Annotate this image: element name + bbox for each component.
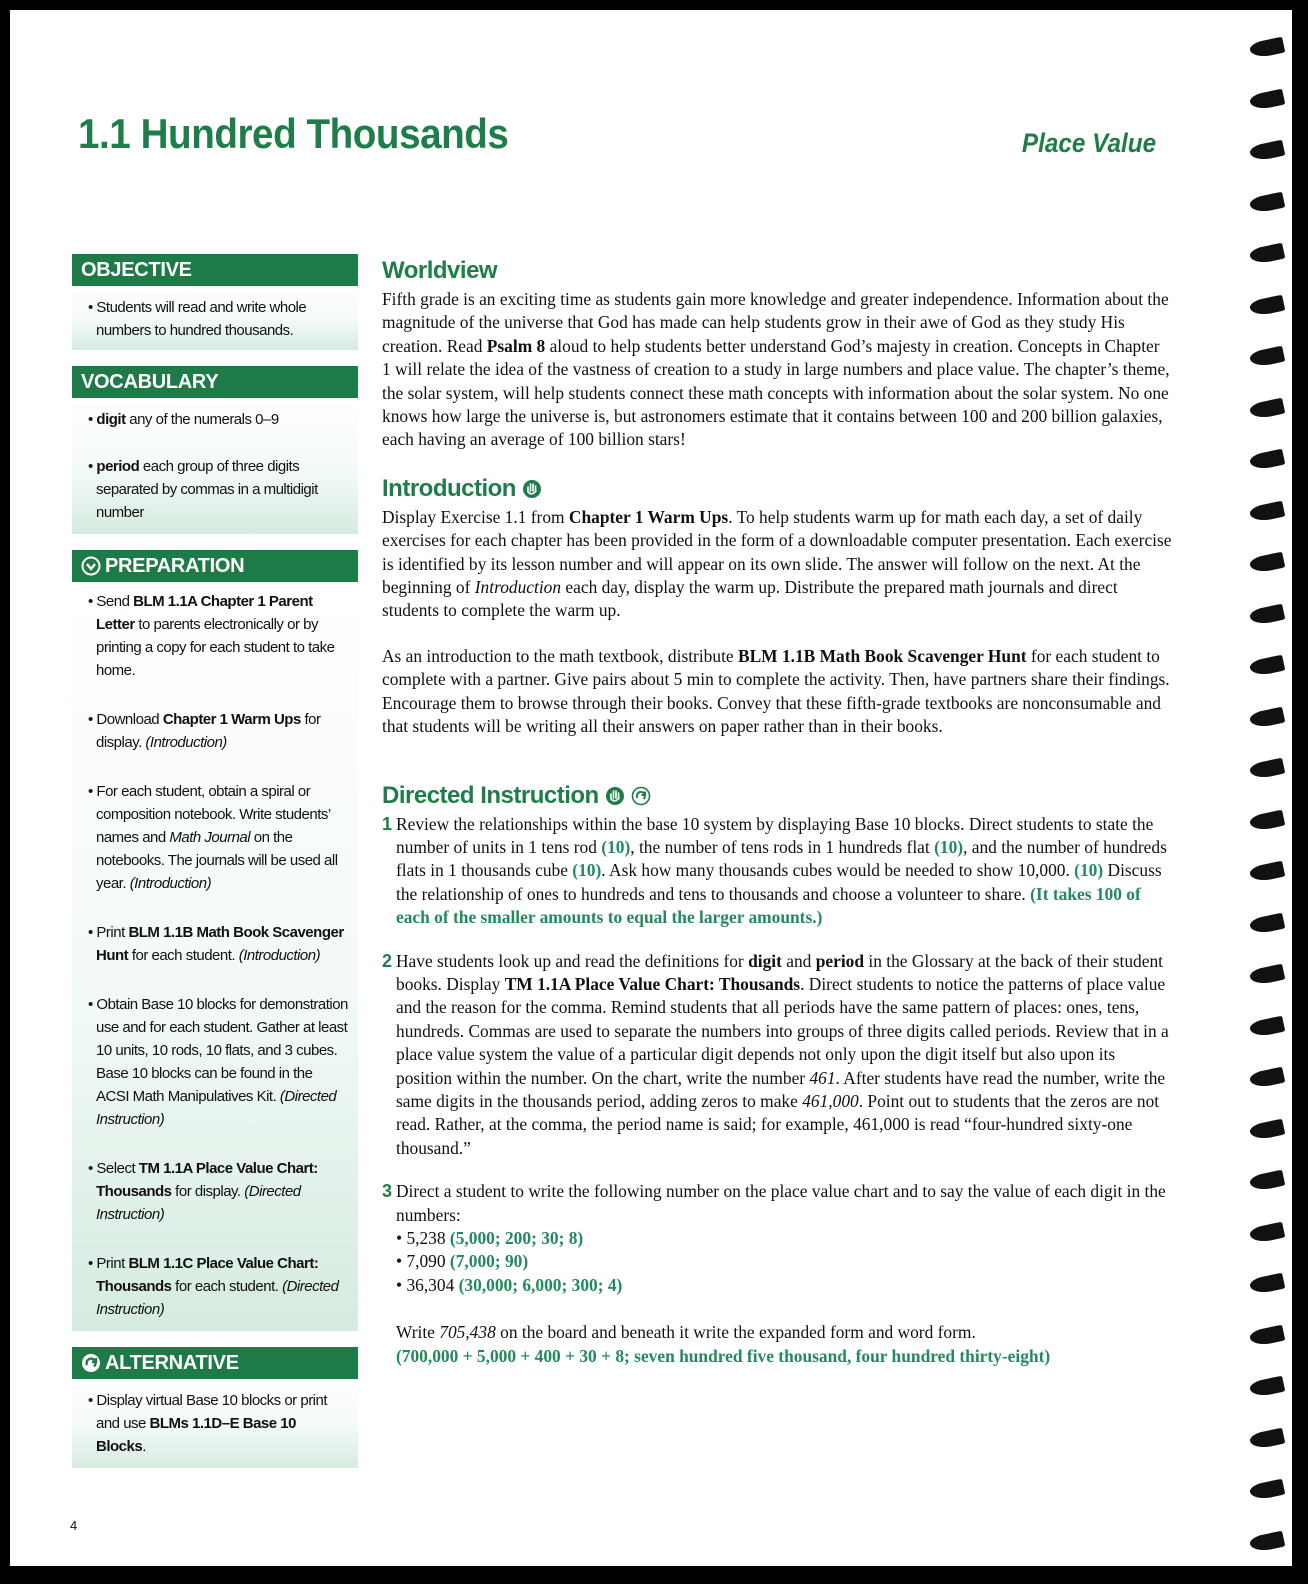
step-1: 1 Review the relationships within the base 10 system by displaying Base 10 blocks. Direct students to state the number of units in 1 tens rod (10), the number of tens rods in 1 hundreds flat (10), and the number of hundreds flats in 1 thousands cube (10). Ask how many thousands cubes would be needed to show 10,000. (10) Discuss the relationship of ones to hundreds and tens to thousands and choose a volunteer to share. (It takes 100 of each of the smaller amounts to equal the larger amounts.) [382,813,1167,928]
spiral-coil [1249,140,1286,163]
spiral-binding [1244,30,1284,1560]
vocab-item-digit: • digit any of the numerals 0–9 [88,411,279,428]
spiral-coil [1249,88,1286,111]
spiral-coil [1249,809,1286,832]
spiral-coil [1249,758,1286,781]
list-item: • 5,238 (5,000; 200; 30; 8) [396,1227,1172,1250]
spiral-coil [1249,603,1286,626]
hand-icon [605,786,625,806]
prep-item-5: • Obtain Base 10 blocks for demonstration use and for each student. Gather at least 10 units, 10 rods, 10 flats, and 3 cubes. Base 10 blocks can be found in the ACSI Math Manipulatives Kit. (Directed Instruction) [88,996,348,1128]
spiral-coil [1249,1427,1286,1450]
spiral-coil [1249,1324,1286,1347]
spiral-coil [1249,1067,1286,1090]
spiral-coil [1249,552,1286,575]
directed-instruction-section [382,781,1172,1369]
alternative-heading: ALTERNATIVE [72,1347,358,1379]
alternative-section [72,1347,358,1468]
step-2: 2 Have students look up and read the definitions for digit and period in the Glossary at the back of their student books. Display TM 1.1A Place Value Chart: Thousands. Direct students to notice the patterns of place value and the reason for the comma. Remind students that all periods have the same pattern of places: ones, tens, hundreds. Commas are used to separate the numbers into groups of three digits called periods. Review that in a place value system the value of a particular digit depends not only upon the digit itself but also upon its position within the number. On the chart, write the number 461. After students have read the number, write the same digits in the thousands period, adding zeros to make 461,000. Point out to students that the zeros are not read. Rather, at the comma, the period name is said; for example, 461,000 is read “four-hundred sixty-one thousand.” [382,950,1169,1158]
sidebar [72,254,358,1484]
spiral-coil [1249,243,1286,266]
expanded-form-instruction: Write 705,438 on the board and beneath it write the expanded form and word form. (700,000 + 5,000 + 400 + 30 + 8; seven hundred five thousand, four hundred thirty-eight) [396,1322,1051,1366]
spiral-coil [1249,655,1286,678]
spiral-coil [1249,1118,1286,1141]
spiral-coil [1249,1376,1286,1399]
worldview-section [382,256,1172,452]
introduction-heading: Introduction [382,474,1172,504]
directed-instruction-heading: Directed Instruction [382,781,1172,811]
introduction-section [382,474,1172,739]
spiral-coil [1249,37,1286,60]
spiral-coil [1249,449,1286,472]
lesson-title: 1.1 Hundred Thousands [78,110,509,157]
arrow-circle-icon [631,786,651,806]
spiral-coil [1249,1530,1286,1553]
list-item: • 7,090 (7,000; 90) [396,1250,1172,1273]
vocab-item-period: • period each group of three digits separated by commas in a multidigit number [88,458,318,521]
preparation-section [72,550,358,1331]
spiral-coil [1249,1479,1286,1502]
objective-item: • Students will read and write whole numbers to hundred thousands. [88,299,307,339]
spiral-coil [1249,346,1286,369]
prep-item-1: • Send BLM 1.1A Chapter 1 Parent Letter to parents electronically or by printing a copy for each student to take home. [88,593,335,679]
alternative-item: • Display virtual Base 10 blocks or print and use BLMs 1.1D–E Base 10 Blocks. [88,1392,328,1455]
value-list [396,1227,1172,1297]
spiral-coil [1249,964,1286,987]
vocabulary-section [72,366,358,534]
textbook-page [10,10,1292,1566]
spiral-coil [1249,191,1286,214]
arrow-circle-icon [81,1353,101,1373]
spiral-coil [1249,1170,1286,1193]
preparation-heading: PREPARATION [72,550,358,582]
objective-section [72,254,358,350]
spiral-coil [1249,500,1286,523]
spiral-coil [1249,1221,1286,1244]
prep-item-6: • Select TM 1.1A Place Value Chart: Thousands for display. (Directed Instruction) [88,1160,318,1223]
spiral-coil [1249,1015,1286,1038]
worldview-heading: Worldview [382,257,498,285]
spiral-coil [1249,1273,1286,1296]
hand-icon [522,479,542,499]
introduction-paragraph-1: Display Exercise 1.1 from Chapter 1 Warm Ups. To help students warm up for math each day, a set of daily exercises for each chapter has been provided in the form of a downloadable computer presentation. Each exercise is identified by its lesson number and will appear on its own slide. The answer will follow on the next. At the beginning of Introduction each day, display the warm up. Distribute the prepared math journals and direct students to complete the warm up. [382,506,1172,621]
gear-icon [81,556,101,576]
lesson-topic: Place Value [1021,128,1156,158]
step-3: 3 Direct a student to write the following number on the place value chart and to say the value of each digit in the numbers: • 5,238 (5,000; 200; 30; 8) • 7,090 (7,000; 90) • 36,304 (30,000; 6,000; 300; 4) Write 705,438 on the board and beneath it write the expanded form and word form. (700,000 + 5,000 + 400 + 30 + 8; seven hundred five thousand, four hundred thirty-eight) [382,1180,1172,1368]
page-number: 4 [70,1518,78,1533]
prep-item-4: • Print BLM 1.1B Math Book Scavenger Hunt for each student. (Introduction) [88,924,344,964]
spiral-coil [1249,912,1286,935]
spiral-coil [1249,706,1286,729]
vocabulary-heading: VOCABULARY [72,366,358,398]
worldview-paragraph: Fifth grade is an exciting time as students gain more knowledge and greater independence. Information about the magnitude of the universe that God has made can help students grow in their awe of God as they study His creation. Read Psalm 8 aloud to help students better understand God’s majesty in creation. Concepts in Chapter 1 will relate the idea of the vastness of creation to a study in large numbers and place value. The chapter’s theme, the solar system, will help students connect these math concepts with information about the solar system. No one knows how large the universe is, but astronomers estimate that it contains between 100 and 200 billion galaxies, each having an average of 100 billion stars! [382,289,1170,450]
prep-item-2: • Download Chapter 1 Warm Ups for display. (Introduction) [88,711,321,751]
introduction-paragraph-2: As an introduction to the math textbook, distribute BLM 1.1B Math Book Scavenger Hunt for each student to complete with a partner. Give pairs about 5 min to complete the activity. Then, have partners share their findings. Encourage them to browse through their books. Convey that these fifth-grade textbooks are nonconsumable and that students will be writing all their answers on paper rather than in their books. [382,645,1170,737]
spiral-coil [1249,861,1286,884]
prep-item-3: • For each student, obtain a spiral or composition notebook. Write students’ names and Math Journal on the notebooks. The journals will be used all year. (Introduction) [88,783,338,892]
main-column [382,256,1172,1388]
prep-item-7: • Print BLM 1.1C Place Value Chart: Thousands for each student. (Directed Instruction) [88,1255,339,1318]
spiral-coil [1249,397,1286,420]
list-item: • 36,304 (30,000; 6,000; 300; 4) [396,1274,1172,1297]
objective-heading: OBJECTIVE [72,254,358,286]
spiral-coil [1249,294,1286,317]
